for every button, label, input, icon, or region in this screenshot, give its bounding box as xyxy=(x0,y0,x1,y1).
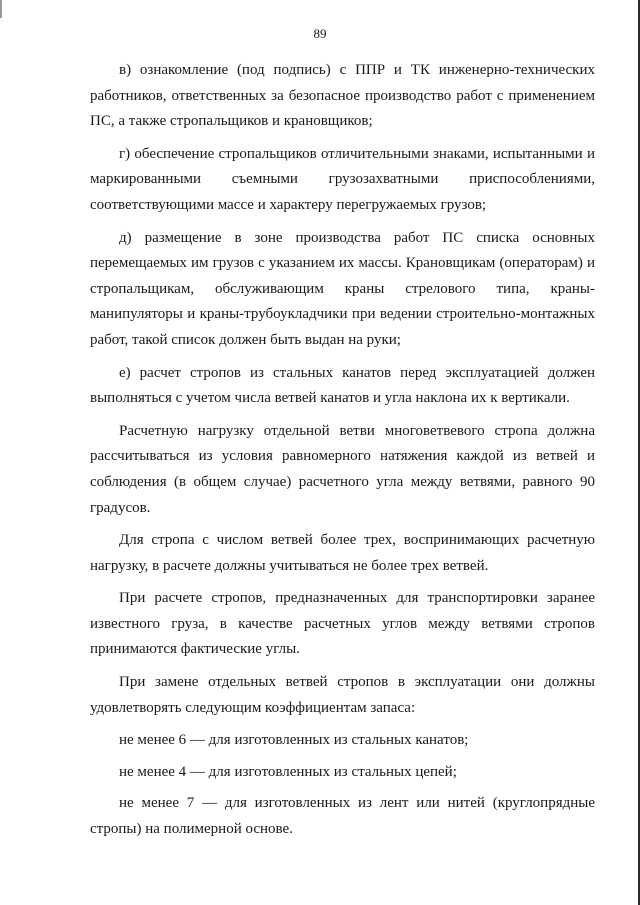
paragraph-item-v: в) ознакомление (под подпись) с ППР и ТК инженерно-технических работников, ответственных за безопасное производство работ с применением ПС, а также стропальщиков и крановщиков; xyxy=(90,62,595,130)
paragraph-item-e: е) расчет стропов из стальных канатов перед эксплуатацией должен выполняться с учетом числа ветвей канатов и угла наклона их к вертикали. xyxy=(90,364,595,407)
page-number: 89 xyxy=(313,26,327,41)
paragraph-branch-count: Для стропа с числом ветвей более трех, воспринимающих расчетную нагрузку, в расчете должны учитываться не более трех ветвей. xyxy=(90,532,595,574)
paragraph-sling-load: Расчетную нагрузку отдельной ветви многоветвевого стропа должна рассчитываться из условия равномерного натяжения каждой из ветвей и соблюдения (в общем случае) расчетного угла между ветвями, равного 90 градусов. xyxy=(90,422,595,516)
safety-factor-steel-rope: не менее 6 — для изготовленных из стальных канатов; xyxy=(119,732,469,749)
paragraph-item-g: г) обеспечение стропальщиков отличительными знаками, испытанными и маркированными съемными грузозахватными приспособлениями, соответствующими массе и характеру перегружаемых грузов; xyxy=(90,145,595,213)
document-body xyxy=(90,58,595,843)
paragraph-item-d: д) размещение в зоне производства работ ПС списка основных перемещаемых им грузов с указанием их массы. Крановщикам (операторам) и стропальщикам, обслуживающим краны стрелового типа, краны-манипуляторы и краны-трубоукладчики при ведении строительно-монтажных работ, такой список должен быть выдан на руки; xyxy=(90,229,595,348)
paragraph-safety-factors: При замене отдельных ветвей стропов в эксплуатации они должны удовлетворять следующим коэффициентам запаса: xyxy=(90,674,595,716)
safety-factor-polymer: не менее 7 — для изготовленных из лент или нитей (круглопрядные стропы) на полимерной основе. xyxy=(90,795,595,838)
safety-factor-steel-chain: не менее 4 — для изготовленных из стальных цепей; xyxy=(119,763,457,780)
scan-corner-mark xyxy=(0,0,2,18)
paragraph-known-cargo: При расчете стропов, предназначенных для транспортировки заранее известного груза, в качестве расчетных углов между ветвями стропов принимаются фактические углы. xyxy=(90,590,595,658)
